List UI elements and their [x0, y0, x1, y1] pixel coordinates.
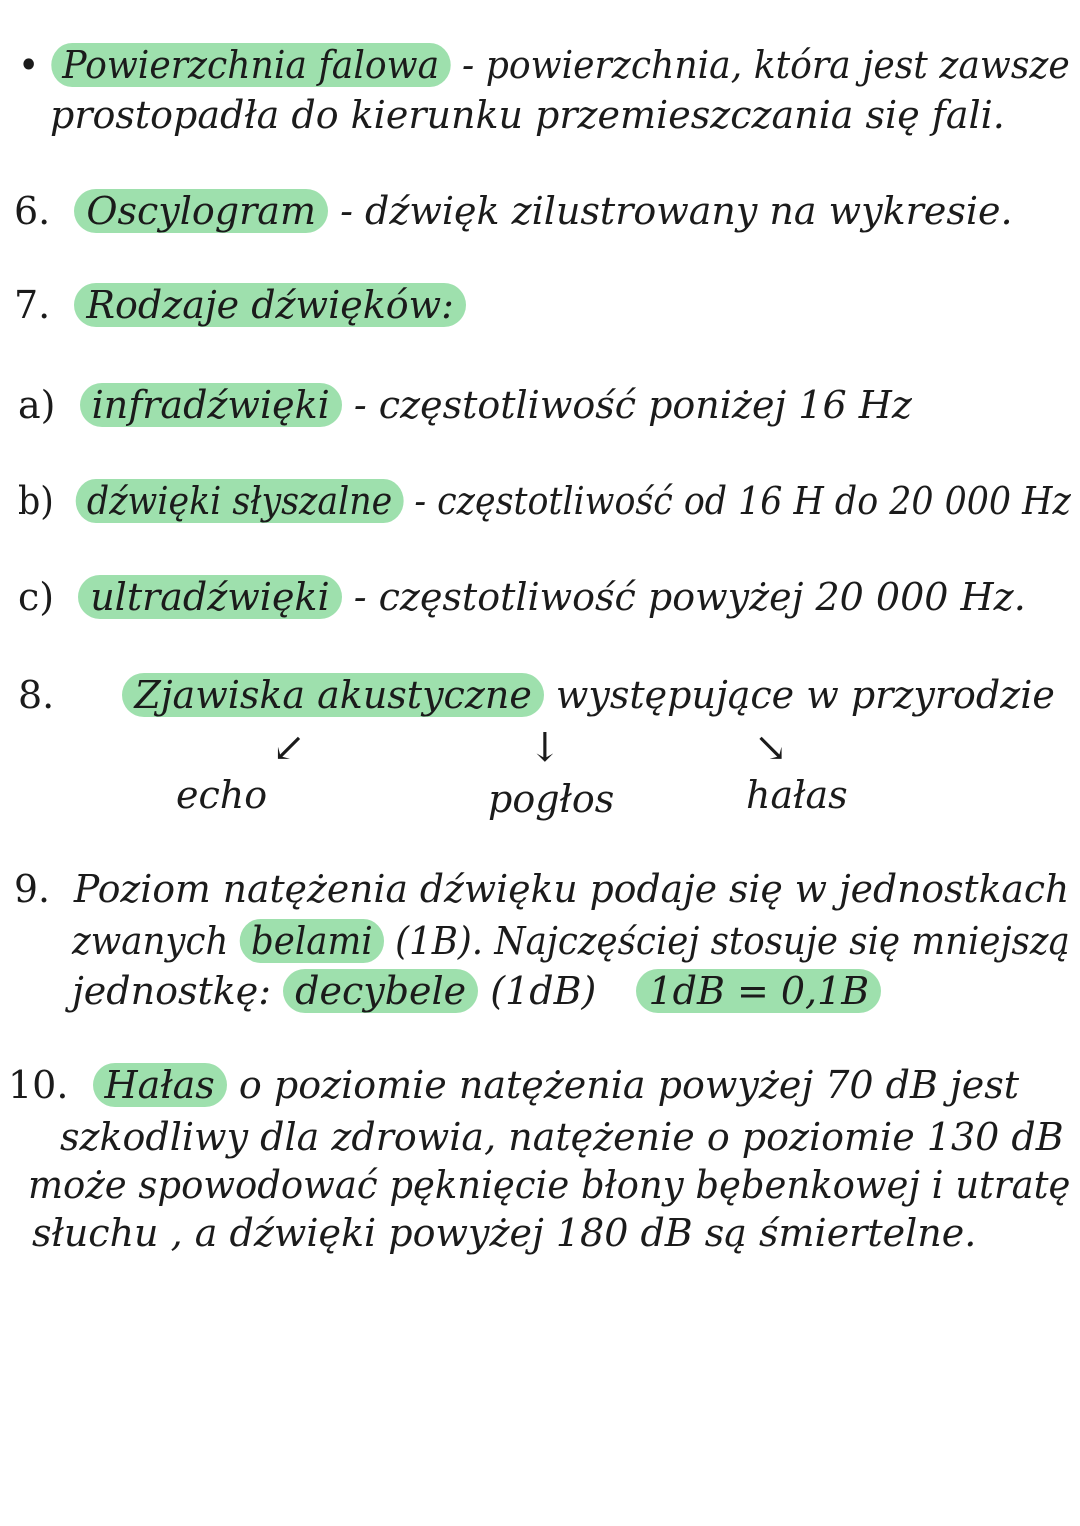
definition-text: Poziom natężenia dźwięku podaje się w jednostkach — [73, 867, 1070, 911]
term-acoustic-phenomena: Zjawiska akustyczne — [122, 673, 543, 717]
example-noise: hałas — [746, 773, 848, 817]
item-7c — [18, 574, 1026, 620]
term-infrasound: infradźwięki — [80, 383, 342, 427]
arrow-down-right-icon: ↘ — [754, 725, 788, 771]
term-audible-sound: dźwięki słyszalne — [76, 479, 403, 523]
definition-text: słuchu , a dźwięki powyżej 180 dB są śmiertelne. — [32, 1211, 977, 1255]
item-7a — [18, 382, 912, 428]
definition-text: występujące w przyrodzie — [555, 673, 1055, 717]
definition-text: - powierzchnia, która jest zawsze — [462, 43, 1070, 87]
definition-text: zwanych — [72, 919, 229, 963]
item-letter: b) — [18, 479, 54, 523]
item-number: 10. — [8, 1063, 69, 1107]
bullet: • — [18, 43, 40, 87]
example-reverberation: pogłos — [488, 777, 615, 821]
surface-line-2 — [50, 92, 1005, 138]
item-number: 7. — [14, 283, 51, 327]
definition-text: o poziomie natężenia powyżej 70 dB jest — [238, 1063, 1020, 1107]
surface-line-1 — [18, 42, 1070, 88]
item-number: 8. — [18, 673, 55, 717]
item-10-line-4 — [32, 1210, 976, 1256]
definition-text: - dźwięk zilustrowany na wykresie. — [340, 189, 1013, 233]
item-9-line-3 — [72, 968, 881, 1014]
definition-text: prostopadła do kierunku przemieszczania się fali. — [50, 93, 1005, 137]
item-9-line-2 — [72, 918, 1070, 964]
definition-text: może spowodować pęknięcie błony bębenkowej i utratę — [28, 1163, 1071, 1207]
item-letter: c) — [18, 575, 55, 619]
definition-text: - częstotliwość poniżej 16 Hz — [353, 383, 912, 427]
term-bels: belami — [240, 919, 384, 963]
definition-text: - częstotliwość od 16 H do 20 000 Hz — [414, 479, 1071, 523]
term-oscillogram: Oscylogram — [74, 189, 328, 233]
item-number: 6. — [14, 189, 51, 233]
item-6 — [14, 188, 1013, 234]
definition-text: jednostkę: — [72, 969, 272, 1013]
definition-text: szkodliwy dla zdrowia, natężenie o poziomie 130 dB — [60, 1115, 1064, 1159]
term-ultrasound: ultradźwięki — [78, 575, 341, 619]
item-10-line-2 — [60, 1114, 1064, 1160]
item-7 — [14, 282, 466, 328]
unit-text: (1dB) — [490, 969, 597, 1013]
term-wave-surface: Powierzchnia falowa — [51, 43, 451, 87]
item-letter: a) — [18, 383, 56, 427]
item-10-line-3 — [28, 1162, 1070, 1208]
item-number: 9. — [14, 867, 50, 911]
definition-text: - częstotliwość powyżej 20 000 Hz. — [353, 575, 1026, 619]
item-7b — [18, 478, 1071, 524]
term-sound-types: Rodzaje dźwięków: — [74, 283, 466, 327]
item-10-line-1 — [8, 1062, 1019, 1108]
term-decibels: decybele — [283, 969, 478, 1013]
item-9-line-1 — [14, 866, 1069, 912]
term-noise: Hałas — [93, 1063, 227, 1107]
equation-decibel: 1dB = 0,1B — [636, 969, 881, 1013]
definition-text: (1B). Najczęściej stosuje się mniejszą — [395, 919, 1070, 963]
arrow-down-icon: ↓ — [528, 725, 562, 771]
item-8 — [18, 672, 1055, 718]
example-echo: echo — [176, 773, 268, 817]
arrow-down-left-icon: ↙ — [272, 725, 306, 771]
